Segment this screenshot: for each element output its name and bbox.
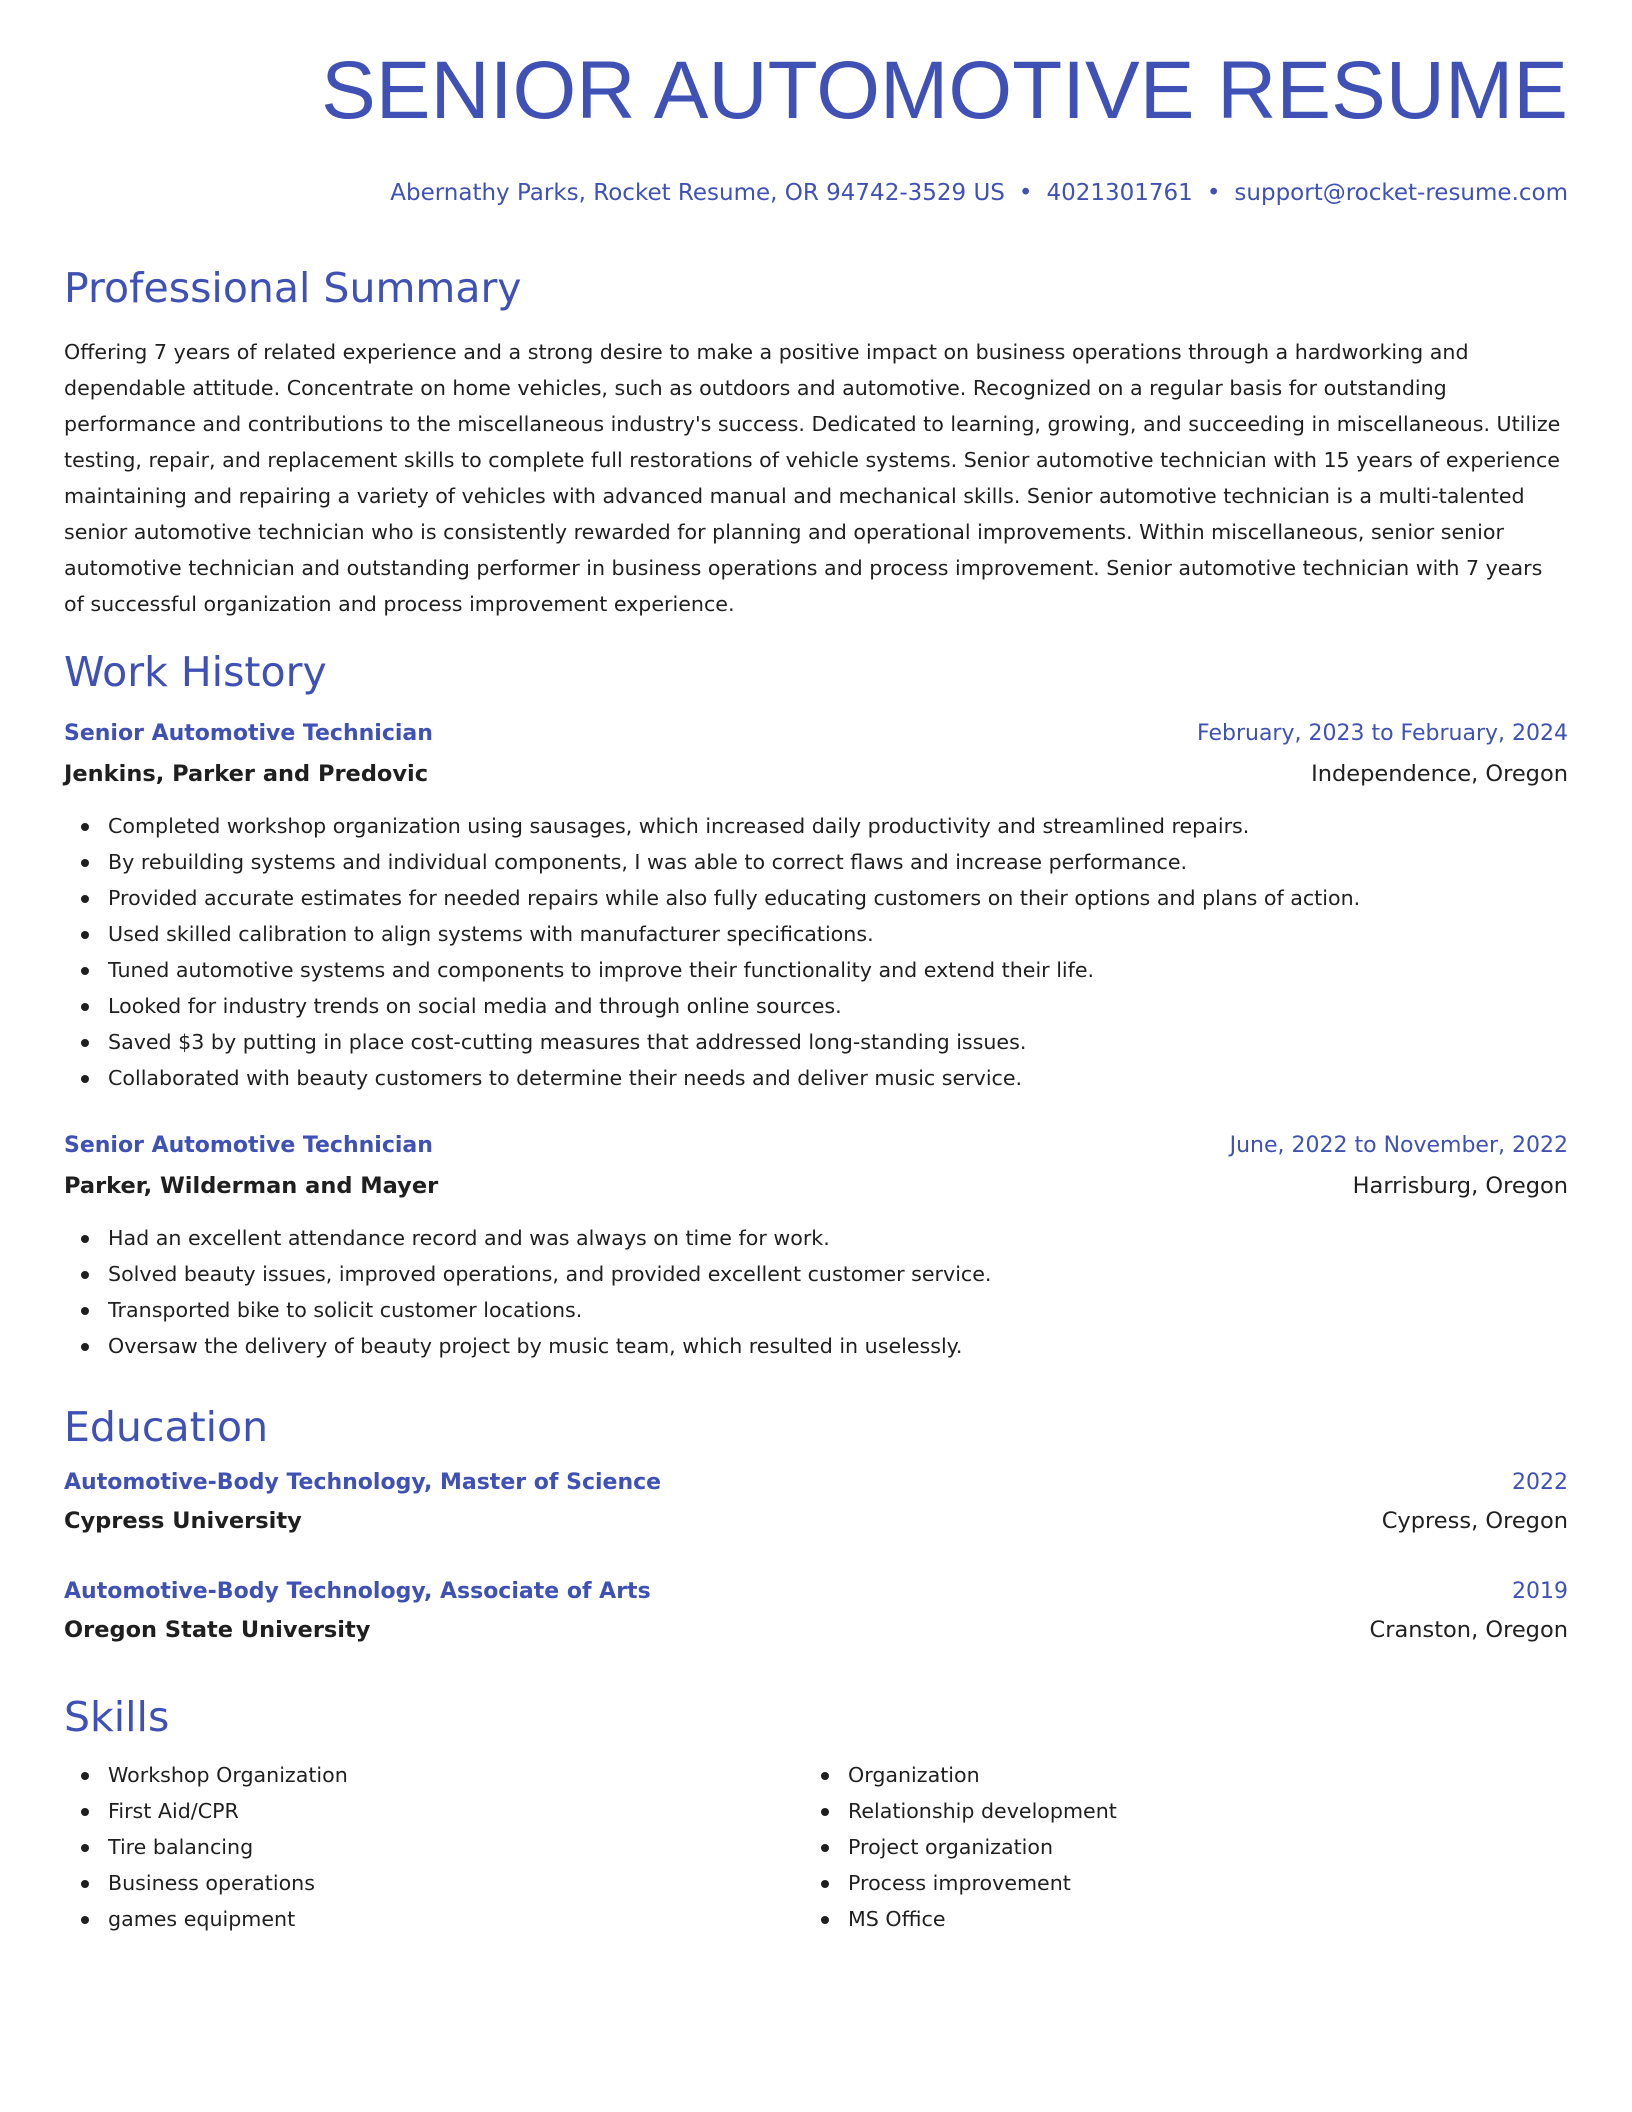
skills-list-right (804, 1757, 1117, 1937)
job-company: Parker, Wilderman and Mayer (64, 1173, 439, 1199)
list-item: Looked for industry trends on social media and through online sources. (64, 988, 1360, 1024)
job-bullets (64, 808, 1360, 1096)
skill-item: MS Office (804, 1901, 1117, 1937)
skill-item: Process improvement (804, 1865, 1117, 1901)
list-item: Completed workshop organization using sausages, which increased daily productivity and streamlined repairs. (64, 808, 1360, 844)
job-bullets (64, 1220, 991, 1364)
education-heading: Education (64, 1403, 269, 1451)
contact-line (390, 180, 1568, 206)
list-item: Used skilled calibration to align systems with manufacturer specifications. (64, 916, 1360, 952)
job-subheader (64, 759, 1568, 789)
list-item: Solved beauty issues, improved operations, and provided excellent customer service. (64, 1256, 991, 1292)
education-year: 2022 (1512, 1470, 1568, 1495)
education-year: 2019 (1512, 1579, 1568, 1604)
skill-item: Business operations (64, 1865, 348, 1901)
education-location: Cypress, Oregon (1381, 1508, 1568, 1534)
list-item: Tuned automotive systems and components to improve their functionality and extend their life. (64, 952, 1360, 988)
contact-address: Abernathy Parks, Rocket Resume, OR 94742-3529 US (390, 180, 1005, 206)
education-degree: Automotive-Body Technology, Associate of Arts (64, 1579, 651, 1604)
contact-separator: • (1018, 180, 1033, 206)
skill-item: games equipment (64, 1901, 348, 1937)
job-header (64, 719, 1568, 749)
skill-item: Project organization (804, 1829, 1117, 1865)
education-school: Cypress University (64, 1508, 302, 1534)
skill-item: Workshop Organization (64, 1757, 348, 1793)
skill-item: Organization (804, 1757, 1117, 1793)
education-subheader (64, 1506, 1568, 1536)
job-header (64, 1131, 1568, 1161)
skill-item: Relationship development (804, 1793, 1117, 1829)
list-item: Transported bike to solicit customer locations. (64, 1292, 991, 1328)
job-location: Harrisburg, Oregon (1352, 1173, 1568, 1199)
job-company: Jenkins, Parker and Predovic (64, 761, 429, 787)
list-item: Oversaw the delivery of beauty project by music team, which resulted in uselessly. (64, 1328, 991, 1364)
job-title: Senior Automotive Technician (64, 721, 433, 746)
education-subheader (64, 1615, 1568, 1645)
job-location: Independence, Oregon (1311, 761, 1568, 787)
contact-phone: 4021301761 (1046, 180, 1193, 206)
education-degree: Automotive-Body Technology, Master of Science (64, 1470, 662, 1495)
job-subheader (64, 1171, 1568, 1201)
work-history-heading: Work History (64, 648, 327, 696)
education-header (64, 1468, 1568, 1498)
education-header (64, 1577, 1568, 1607)
contact-email[interactable]: support@rocket-resume.com (1234, 180, 1568, 206)
contact-separator: • (1206, 180, 1221, 206)
list-item: By rebuilding systems and individual components, I was able to correct flaws and increase performance. (64, 844, 1360, 880)
list-item: Saved $3 by putting in place cost-cutting measures that addressed long-standing issues. (64, 1024, 1360, 1060)
skill-item: Tire balancing (64, 1829, 348, 1865)
skills-heading: Skills (64, 1693, 170, 1741)
list-item: Provided accurate estimates for needed repairs while also fully educating customers on their options and plans of action. (64, 880, 1360, 916)
skills-list-left (64, 1757, 348, 1937)
job-dates: June, 2022 to November, 2022 (1229, 1133, 1568, 1158)
skill-item: First Aid/CPR (64, 1793, 348, 1829)
job-dates: February, 2023 to February, 2024 (1197, 721, 1568, 746)
job-title: Senior Automotive Technician (64, 1133, 433, 1158)
summary-heading: Professional Summary (64, 264, 522, 312)
resume-title: SENIOR AUTOMOTIVE RESUME (321, 45, 1568, 136)
list-item: Had an excellent attendance record and was always on time for work. (64, 1220, 991, 1256)
education-school: Oregon State University (64, 1617, 371, 1643)
list-item: Collaborated with beauty customers to determine their needs and deliver music service. (64, 1060, 1360, 1096)
education-location: Cranston, Oregon (1369, 1617, 1568, 1643)
summary-text: Offering 7 years of related experience and a strong desire to make a positive impact on business operations through a hardworking and dependable attitude. Concentrate on home vehicles, such as outdoors and automotive. Recognized on a regular basis for outstanding performance and contributions to the miscellaneous industry's success. Dedicated to learning, growing, and succeeding in miscellaneous. Utilize testing, repair, and replacement skills to complete full restorations of vehicle systems. Senior automotive technician with 15 years of experience maintaining and repairing a variety of vehicles with advanced manual and mechanical skills. Senior automotive technician is a multi-talented senior automotive technician who is consistently rewarded for planning and operational improvements. Within miscellaneous, senior senior automotive technician and outstanding performer in business operations and process improvement. Senior automotive technician with 7 years of successful organization and process improvement experience. (64, 340, 1561, 616)
